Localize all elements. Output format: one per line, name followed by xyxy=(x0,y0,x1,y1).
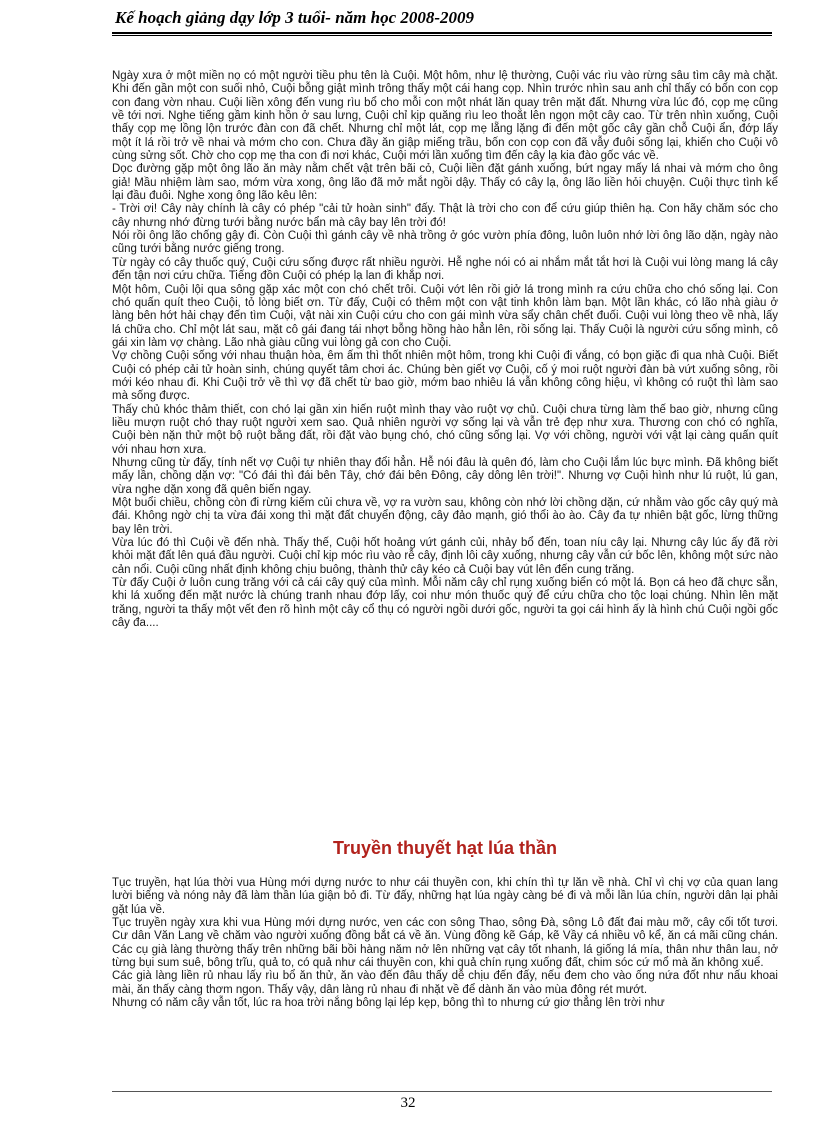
paragraph: Nói rồi ông lão chống gậy đi. Còn Cuội thì gánh cây về nhà trồng ở góc vườn phía đông, luôn luôn nhớ lời ông lão dặn, ngày nào cũng tưới bằng nước giếng trong. xyxy=(112,230,778,256)
paragraph: Vừa lúc đó thì Cuội về đến nhà. Thấy thế, Cuội hốt hoảng vứt gánh củi, nhảy bổ đến, toan níu cây lại. Nhưng cây lúc ấy đã rời khỏi mặt đất lên quá đầu người. Cuội chỉ kịp móc rìu vào rễ cây, định lôi cây xuống, nhưng cây vẫn cứ bốc lên, không một sức nào cản nổi. Cuội cũng nhất định không chịu buông, thành thử cây kéo cả Cuội bay vút lên đến cung trăng. xyxy=(112,537,778,576)
paragraph: Một buổi chiều, chồng còn đi rừng kiếm củi chưa về, vợ ra vườn sau, không còn nhớ lời chồng dặn, cứ nhằm vào gốc cây quý mà đái. Không ngờ chị ta vừa đái xong thì mặt đất chuyển động, cây đảo mạnh, gió thổi ào ào. Cây đa tự nhiên bật gốc, lừng thững bay lên trời. xyxy=(112,497,778,536)
paragraph: Tục truyền ngày xưa khi vua Hùng mới dựng nước, ven các con sông Thao, sông Đà, sông Lô đất đai màu mỡ, cây cối tốt tươi. Cư dân Văn Lang về chăm vào người xuống đồng bắt cá về ăn. Vùng đồng kẽ Gáp, kẽ Vầy cá nhiều vô kể, ăn cá mãi cũng chán. Các cụ già làng thường thấy trên những bãi bồi hàng năm nở lên những vạt cây tốt nhanh, lá giống lá mía, thân như thân lau, nở từng bụi sum suê, bông trĩu, quả to, có quả như cái thuyền con, khi quả chín rụng xuống đất, chim sóc cứ mổ mà ăn không xuể. xyxy=(112,917,778,970)
paragraph: Dọc đường gặp một ông lão ăn mày nằm chết vật trên bãi cỏ, Cuội liền đặt gánh xuống, bứt ngay mấy lá nhai và mớm cho ông giả! Mầu nhiệm làm sao, mớm vừa xong, ông lão đã mở mắt ngồi dậy. Thấy có cây lạ, ông lão liền hỏi chuyện. Cuội thực tình kể lại đầu đuôi. Nghe xong ông lão kêu lên: xyxy=(112,163,778,203)
paragraph: Nhưng có năm cây vẫn tốt, lúc ra hoa trời nắng bông lại lép kẹp, bông thì to nhưng cứ giơ thẳng lên trời như xyxy=(112,997,665,1010)
story-rice-body xyxy=(112,877,778,1010)
paragraph: Từ đấy Cuội ở luôn cung trăng với cả cái cây quý của mình. Mỗi năm cây chỉ rụng xuống biển có một lá. Bọn cá heo đã chực sẵn, khi lá xuống đến mặt nước là chúng tranh nhau đớp lấy, coi như món thuốc quý để cứu chữa cho tộc loại chúng. Nhìn lên mặt trăng, người ta thấy một vết đen rõ hình một cây cổ thụ có người ngồi dưới gốc, người ta gọi cái hình ấy là hình chú Cuội ngồi gốc cây đa.... xyxy=(112,577,778,630)
footer-rule xyxy=(112,1091,772,1092)
paragraph: Nhưng cũng từ đấy, tính nết vợ Cuội tự nhiên thay đổi hẳn. Hễ nói đâu là quên đó, làm cho Cuội lắm lúc bực mình. Đã không biết mấy lần, chồng dặn vợ: "Có đái thì đái bên Tây, chớ đái bên Đông, cây dông lên trời!". Nhưng vợ Cuội hình như lú ruột, lú gan, vừa nghe dặn xong đã quên biến ngay. xyxy=(112,456,778,496)
paragraph: Thấy chủ khóc thảm thiết, con chó lại gần xin hiến ruột mình thay vào ruột vợ chủ. Cuội chưa từng làm thế bao giờ, nhưng cũng liều mượn ruột chó thay ruột người xem sao. Quả nhiên người vợ sống lại và vẫn trẻ đẹp như xưa. Thương con chó có nghĩa, Cuội bèn nặn thử một bộ ruột bằng đất, rồi đặt vào bụng chó, chó cũng sống lại. Vợ với chồng, người với vật lại càng quấn quít với nhau hơn xưa. xyxy=(112,403,778,456)
paragraph: Từ ngày có cây thuốc quý, Cuội cứu sống được rất nhiều người. Hễ nghe nói có ai nhắm mắt tắt hơi là Cuội vui lòng mang lá cây đến tận nơi cứu chữa. Tiếng đồn Cuội có phép lạ lan đi khắp nơi. xyxy=(112,256,778,283)
paragraph: Một hôm, Cuội lội qua sông gặp xác một con chó chết trôi. Cuội vớt lên rồi giở lá trong mình ra cứu chữa cho chó sống lại. Con chó quấn quít theo Cuội, tỏ lòng biết ơn. Từ đấy, Cuội có thêm một con vật tinh khôn làm bạn. Một lần khác, có lão nhà giàu ở làng bên hớt hải chạy đến tìm Cuội, vật nài xin Cuội cứu cho con gái mình vừa sẩy chân chết đuối. Cuội vui lòng theo về nhà, lấy lá chữa cho. Chỉ một lát sau, mặt cô gái đang tái nhợt bỗng hồng hào hẳn lên, rồi sống lại. Thấy Cuội là người cứu sống mình, cô gái xin làm vợ chàng. Lão nhà giàu cũng vui lòng gả con cho Cuội. xyxy=(112,283,778,349)
paragraph: Các già làng liền rủ nhau lấy rìu bổ ăn thử, ăn vào đến đâu thấy dễ chịu đến đấy, nếu đem cho vào ống nứa đốt như nấu khoai mài, ăn thấy càng thơm ngon. Thấy vậy, dân làng rủ nhau đi nhặt về để dành ăn vào mùa đông rét mướt. xyxy=(112,970,778,996)
paragraph: - Trời ơi! Cây này chính là cây có phép "cải tử hoàn sinh" đấy. Thật là trời cho con để cứu giúp thiên hạ. Con hãy chăm sóc cho cây nhưng nhớ đừng tưới bằng nước bẩn mà cây bay lên trời đó! xyxy=(112,203,778,229)
header-title: Kế hoạch giảng dạy lớp 3 tuổi- năm học 2008-2009 xyxy=(115,8,475,27)
section-title: Truyền thuyết hạt lúa thần xyxy=(332,838,558,858)
page-number: 32 xyxy=(400,1095,416,1111)
paragraph: Vợ chồng Cuội sống với nhau thuận hòa, êm ấm thì thốt nhiên một hôm, trong khi Cuội đi vắng, có bọn giặc đi qua nhà Cuội. Biết Cuội có phép cải tử hoàn sinh, chúng quyết tâm chơi ác. Chúng bèn giết vợ Cuội, cố ý moi ruột người đàn bà vứt xuống sông, rồi mới kéo nhau đi. Khi Cuội trở về thì vợ đã chết từ bao giờ, mớm bao nhiêu lá vẫn không công hiệu, vì không có ruột thì làm sao mà sống được. xyxy=(112,350,778,403)
header-rule xyxy=(112,32,772,36)
paragraph: Tục truyền, hạt lúa thời vua Hùng mới dựng nước to như cái thuyền con, khi chín thì tự lăn về nhà. Chỉ vì chị vợ của quan lang lười biếng và nóng nảy đã làm thần lúa giận bỏ đi. Từ đấy, những hạt lúa ngày càng bé đi và mỗi lần lúa chín, người dân lại phải gặt lúa về. xyxy=(112,877,778,916)
paragraph: Ngày xưa ở một miền nọ có một người tiều phu tên là Cuội. Một hôm, như lệ thường, Cuội vác rìu vào rừng sâu tìm cây mà chặt. Khi đến gần một con suối nhỏ, Cuội bỗng giật mình trông thấy một cái hang cọp. Nhìn trước nhìn sau anh chỉ thấy có bốn con cọp con đang vờn nhau. Cuội liền xông đến vung rìu bổ cho mỗi con một nhát lăn quay trên mặt đất. Nhưng vừa lúc đó, cọp mẹ cũng về tới nơi. Nghe tiếng gầm kinh hồn ở sau lưng, Cuội chỉ kịp quăng rìu leo thoắt lên ngọn một cây cao. Từ trên nhìn xuống, Cuội thấy cọp mẹ lồng lộn trước đàn con đã chết. Nhưng chỉ một lát, cọp mẹ lẵng lặng đi đến một gốc cây gần chỗ Cuội ẩn, đớp lấy một ít lá rồi trở về nhai và mớm cho con. Chưa đầy ăn giập miếng trầu, bốn con cọp con đã vẫy đuôi sống lại, khiến cho Cuội vô cùng sửng sốt. Chờ cho cọp mẹ tha con đi nơi khác, Cuội mới lần xuống tìm đến cây lạ kia đào gốc vác về. xyxy=(112,70,778,163)
story-cuoi-body xyxy=(112,70,778,630)
